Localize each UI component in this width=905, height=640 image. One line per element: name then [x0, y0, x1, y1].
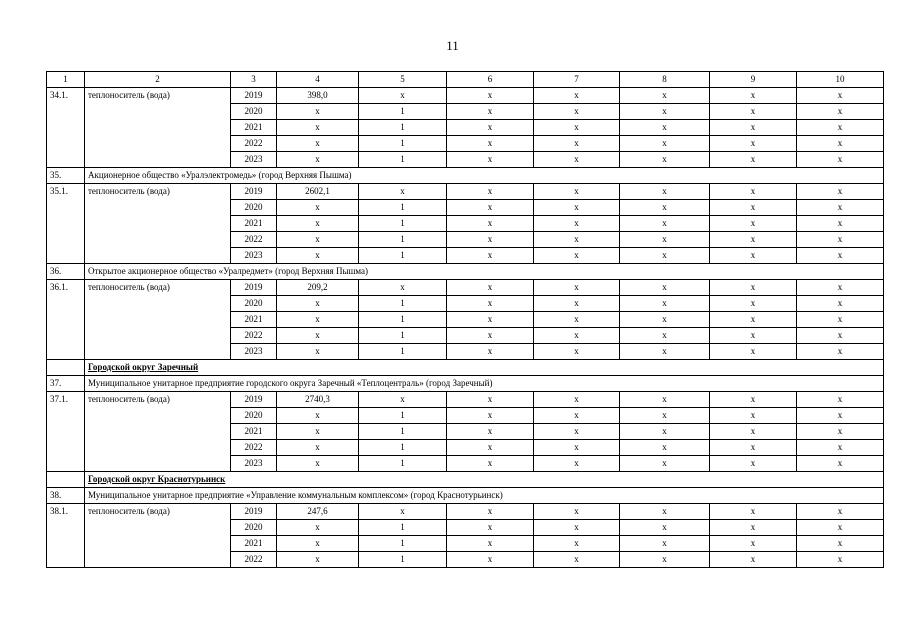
- value-cell: х: [277, 552, 359, 568]
- value-cell: х: [447, 392, 534, 408]
- value-cell: х: [620, 232, 710, 248]
- row-number: 35.1.: [47, 184, 85, 264]
- header-row: [47, 72, 884, 88]
- row-number: [47, 360, 85, 376]
- year-cell: 2019: [231, 280, 277, 296]
- year-cell: 2020: [231, 408, 277, 424]
- table-row: [47, 280, 884, 296]
- value-cell: х: [620, 440, 710, 456]
- year-cell: 2019: [231, 392, 277, 408]
- value-cell: х: [447, 88, 534, 104]
- value-cell: х: [447, 312, 534, 328]
- value-cell: х: [710, 456, 797, 472]
- value-cell: х: [620, 536, 710, 552]
- value-cell: х: [534, 520, 620, 536]
- value-cell: х: [710, 152, 797, 168]
- value-cell: х: [710, 104, 797, 120]
- value-cell: х: [710, 136, 797, 152]
- value-cell: х: [710, 504, 797, 520]
- value-cell: х: [534, 88, 620, 104]
- value-cell: х: [797, 328, 884, 344]
- row-number: 35.: [47, 168, 85, 184]
- year-cell: 2021: [231, 424, 277, 440]
- value-cell: 1: [359, 152, 447, 168]
- section-cell: [85, 472, 884, 488]
- value-cell: х: [447, 296, 534, 312]
- value-cell: х: [534, 296, 620, 312]
- value-cell: х: [797, 392, 884, 408]
- value-cell: х: [447, 232, 534, 248]
- value-cell: х: [359, 88, 447, 104]
- value-cell: х: [277, 152, 359, 168]
- value-cell: х: [534, 280, 620, 296]
- value-cell: х: [534, 504, 620, 520]
- value-cell: х: [710, 232, 797, 248]
- value-cell: х: [797, 536, 884, 552]
- value-cell: х: [447, 248, 534, 264]
- value-cell: х: [359, 504, 447, 520]
- value-cell: х: [620, 296, 710, 312]
- value-cell: х: [620, 328, 710, 344]
- value-cell: х: [620, 504, 710, 520]
- value-cell: х: [710, 248, 797, 264]
- value-cell: х: [710, 520, 797, 536]
- organization-name: Открытое акционерное общество «Уралредмет» (город Верхняя Пышма): [85, 264, 884, 280]
- year-cell: 2019: [231, 88, 277, 104]
- year-cell: 2021: [231, 536, 277, 552]
- section-cell: [85, 360, 884, 376]
- value-cell: х: [620, 520, 710, 536]
- value-cell: х: [710, 536, 797, 552]
- value-cell: х: [447, 184, 534, 200]
- value-cell: х: [534, 344, 620, 360]
- value-cell: х: [534, 200, 620, 216]
- value-cell: х: [620, 408, 710, 424]
- value-cell: 1: [359, 520, 447, 536]
- value-cell: х: [447, 344, 534, 360]
- value-cell: 1: [359, 200, 447, 216]
- page-number: 11: [446, 38, 459, 53]
- year-cell: 2019: [231, 504, 277, 520]
- year-cell: 2021: [231, 312, 277, 328]
- table-row: [47, 504, 884, 520]
- resource-name: теплоноситель (вода): [85, 88, 231, 168]
- value-cell: 247,6: [277, 504, 359, 520]
- value-cell: х: [277, 328, 359, 344]
- value-cell: 2602,1: [277, 184, 359, 200]
- value-cell: х: [447, 456, 534, 472]
- row-number: 37.: [47, 376, 85, 392]
- value-cell: 2740,3: [277, 392, 359, 408]
- table-row: [47, 184, 884, 200]
- year-cell: 2019: [231, 184, 277, 200]
- organization-row: [47, 168, 884, 184]
- value-cell: х: [710, 216, 797, 232]
- value-cell: х: [534, 408, 620, 424]
- section-row: [47, 360, 884, 376]
- value-cell: 1: [359, 216, 447, 232]
- value-cell: х: [797, 424, 884, 440]
- value-cell: х: [447, 152, 534, 168]
- value-cell: х: [447, 280, 534, 296]
- value-cell: х: [710, 280, 797, 296]
- year-cell: 2021: [231, 216, 277, 232]
- value-cell: х: [534, 248, 620, 264]
- value-cell: х: [277, 120, 359, 136]
- value-cell: х: [447, 216, 534, 232]
- value-cell: х: [620, 280, 710, 296]
- value-cell: х: [534, 216, 620, 232]
- value-cell: 1: [359, 408, 447, 424]
- organization-row: [47, 376, 884, 392]
- value-cell: х: [277, 296, 359, 312]
- value-cell: х: [277, 344, 359, 360]
- value-cell: х: [277, 312, 359, 328]
- year-cell: 2020: [231, 296, 277, 312]
- value-cell: х: [797, 120, 884, 136]
- row-number: 34.1.: [47, 88, 85, 168]
- year-cell: 2022: [231, 328, 277, 344]
- value-cell: х: [534, 232, 620, 248]
- value-cell: х: [277, 408, 359, 424]
- value-cell: х: [620, 312, 710, 328]
- value-cell: 1: [359, 312, 447, 328]
- value-cell: х: [277, 136, 359, 152]
- row-number: 37.1.: [47, 392, 85, 472]
- year-cell: 2023: [231, 152, 277, 168]
- value-cell: х: [797, 152, 884, 168]
- section-title: Городской округ Заречный: [88, 362, 199, 372]
- value-cell: х: [447, 424, 534, 440]
- header-cell: 9: [710, 72, 797, 88]
- header-cell: 1: [47, 72, 85, 88]
- value-cell: х: [620, 456, 710, 472]
- value-cell: х: [534, 136, 620, 152]
- table-row: [47, 88, 884, 104]
- value-cell: 1: [359, 552, 447, 568]
- value-cell: х: [447, 120, 534, 136]
- value-cell: х: [277, 424, 359, 440]
- header-cell: 4: [277, 72, 359, 88]
- value-cell: 1: [359, 120, 447, 136]
- value-cell: х: [277, 520, 359, 536]
- value-cell: х: [620, 344, 710, 360]
- value-cell: х: [277, 232, 359, 248]
- value-cell: х: [710, 424, 797, 440]
- value-cell: х: [797, 216, 884, 232]
- year-cell: 2022: [231, 440, 277, 456]
- value-cell: х: [534, 424, 620, 440]
- row-number: 36.1.: [47, 280, 85, 360]
- value-cell: х: [797, 312, 884, 328]
- value-cell: х: [710, 328, 797, 344]
- value-cell: х: [797, 136, 884, 152]
- value-cell: 1: [359, 296, 447, 312]
- value-cell: х: [797, 88, 884, 104]
- value-cell: х: [534, 104, 620, 120]
- value-cell: х: [359, 184, 447, 200]
- table-row: [47, 392, 884, 408]
- value-cell: х: [447, 200, 534, 216]
- value-cell: х: [797, 344, 884, 360]
- year-cell: 2020: [231, 520, 277, 536]
- year-cell: 2023: [231, 456, 277, 472]
- year-cell: 2020: [231, 104, 277, 120]
- value-cell: х: [277, 456, 359, 472]
- organization-name: Муниципальное унитарное предприятие городского округа Заречный «Теплоцентраль» (город Заречный): [85, 376, 884, 392]
- value-cell: 1: [359, 536, 447, 552]
- value-cell: х: [710, 552, 797, 568]
- value-cell: х: [447, 504, 534, 520]
- resource-name: теплоноситель (вода): [85, 504, 231, 568]
- value-cell: 1: [359, 248, 447, 264]
- value-cell: х: [447, 328, 534, 344]
- value-cell: х: [359, 280, 447, 296]
- value-cell: х: [620, 392, 710, 408]
- value-cell: х: [797, 408, 884, 424]
- value-cell: 1: [359, 424, 447, 440]
- value-cell: х: [534, 312, 620, 328]
- organization-name: Муниципальное унитарное предприятие «Управление коммунальным комплексом» (город Краснотурьинск): [85, 488, 884, 504]
- value-cell: х: [710, 296, 797, 312]
- section-row: [47, 472, 884, 488]
- value-cell: х: [797, 280, 884, 296]
- value-cell: х: [534, 536, 620, 552]
- year-cell: 2023: [231, 248, 277, 264]
- row-number: 38.: [47, 488, 85, 504]
- value-cell: х: [797, 552, 884, 568]
- resource-name: теплоноситель (вода): [85, 392, 231, 472]
- value-cell: 1: [359, 136, 447, 152]
- organization-row: [47, 264, 884, 280]
- table-body: [47, 72, 884, 568]
- value-cell: х: [620, 200, 710, 216]
- value-cell: х: [447, 104, 534, 120]
- row-number: [47, 472, 85, 488]
- value-cell: х: [620, 552, 710, 568]
- resource-name: теплоноситель (вода): [85, 184, 231, 264]
- header-cell: 2: [85, 72, 231, 88]
- year-cell: 2023: [231, 344, 277, 360]
- value-cell: х: [620, 152, 710, 168]
- value-cell: х: [710, 120, 797, 136]
- value-cell: 1: [359, 440, 447, 456]
- value-cell: х: [534, 152, 620, 168]
- value-cell: х: [620, 424, 710, 440]
- section-title: Городской округ Краснотурьинск: [88, 474, 226, 484]
- value-cell: х: [797, 184, 884, 200]
- value-cell: х: [797, 504, 884, 520]
- value-cell: х: [277, 440, 359, 456]
- header-cell: 6: [447, 72, 534, 88]
- year-cell: 2022: [231, 136, 277, 152]
- value-cell: х: [797, 456, 884, 472]
- value-cell: х: [447, 520, 534, 536]
- header-cell: 10: [797, 72, 884, 88]
- value-cell: х: [447, 440, 534, 456]
- value-cell: х: [710, 312, 797, 328]
- header-cell: 5: [359, 72, 447, 88]
- year-cell: 2021: [231, 120, 277, 136]
- organization-row: [47, 488, 884, 504]
- value-cell: х: [534, 440, 620, 456]
- year-cell: 2022: [231, 552, 277, 568]
- value-cell: х: [710, 440, 797, 456]
- value-cell: х: [797, 440, 884, 456]
- value-cell: 1: [359, 104, 447, 120]
- year-cell: 2020: [231, 200, 277, 216]
- value-cell: х: [534, 184, 620, 200]
- value-cell: х: [277, 200, 359, 216]
- value-cell: х: [710, 408, 797, 424]
- value-cell: х: [277, 104, 359, 120]
- value-cell: х: [620, 120, 710, 136]
- value-cell: 1: [359, 328, 447, 344]
- value-cell: х: [277, 216, 359, 232]
- value-cell: х: [710, 88, 797, 104]
- value-cell: х: [710, 184, 797, 200]
- value-cell: 209,2: [277, 280, 359, 296]
- value-cell: х: [447, 552, 534, 568]
- value-cell: х: [710, 200, 797, 216]
- value-cell: х: [797, 232, 884, 248]
- value-cell: 1: [359, 232, 447, 248]
- value-cell: 1: [359, 456, 447, 472]
- value-cell: х: [534, 552, 620, 568]
- tariff-table: [46, 71, 884, 568]
- value-cell: х: [797, 200, 884, 216]
- header-cell: 8: [620, 72, 710, 88]
- value-cell: х: [620, 136, 710, 152]
- header-cell: 7: [534, 72, 620, 88]
- value-cell: х: [797, 104, 884, 120]
- value-cell: х: [447, 536, 534, 552]
- value-cell: х: [534, 120, 620, 136]
- row-number: 36.: [47, 264, 85, 280]
- row-number: 38.1.: [47, 504, 85, 568]
- value-cell: х: [620, 248, 710, 264]
- value-cell: х: [797, 296, 884, 312]
- value-cell: х: [447, 136, 534, 152]
- header-cell: 3: [231, 72, 277, 88]
- value-cell: х: [620, 216, 710, 232]
- value-cell: х: [534, 328, 620, 344]
- year-cell: 2022: [231, 232, 277, 248]
- value-cell: 398,0: [277, 88, 359, 104]
- value-cell: х: [620, 184, 710, 200]
- value-cell: х: [710, 392, 797, 408]
- value-cell: х: [534, 456, 620, 472]
- value-cell: х: [277, 536, 359, 552]
- value-cell: х: [620, 104, 710, 120]
- value-cell: х: [797, 520, 884, 536]
- value-cell: х: [277, 248, 359, 264]
- value-cell: х: [797, 248, 884, 264]
- resource-name: теплоноситель (вода): [85, 280, 231, 360]
- organization-name: Акционерное общество «Уралэлектромедь» (город Верхняя Пышма): [85, 168, 884, 184]
- value-cell: х: [359, 392, 447, 408]
- value-cell: х: [447, 408, 534, 424]
- value-cell: х: [620, 88, 710, 104]
- value-cell: 1: [359, 344, 447, 360]
- value-cell: х: [710, 344, 797, 360]
- value-cell: х: [534, 392, 620, 408]
